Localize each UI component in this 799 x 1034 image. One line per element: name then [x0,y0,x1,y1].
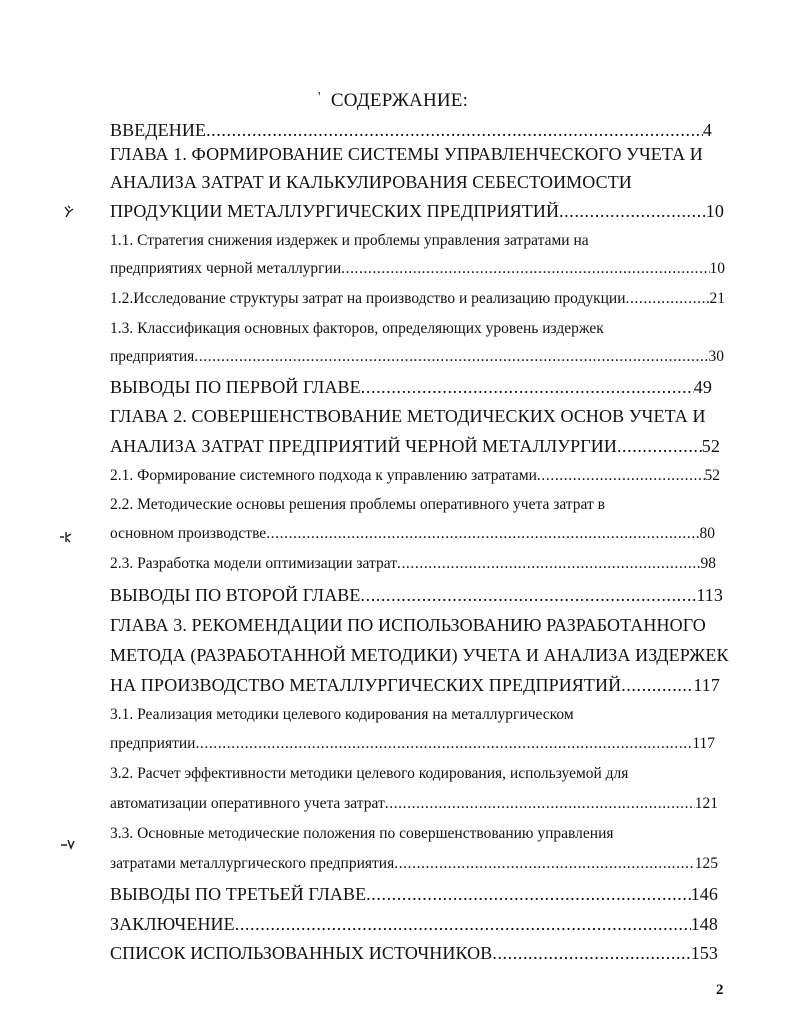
leader-dots [266,525,699,543]
toc-entry-title: автоматизации оперативного учета затрат [110,795,385,812]
toc-chapter-title: ГЛАВА 1. ФОРМИРОВАНИЕ СИСТЕМЫ УПРАВЛЕНЧЕСКОГО УЧЕТА И [110,144,703,164]
leader-dots [206,120,703,141]
toc-entry[interactable] [110,555,716,573]
toc-entry-title: предприятиях черной металлургии [110,260,342,277]
toc-entry-title: ЗАКЛЮЧЕНИЕ [110,914,235,934]
toc-entry-title: СПИСОК ИСПОЛЬЗОВАННЫХ ИСТОЧНИКОВ [110,943,493,963]
leader-dots [537,467,705,485]
leader-dots [195,735,692,753]
toc-section-title: 2.2. Методические основы решения проблемы оперативного учета затрат в [110,496,605,513]
toc-entry[interactable] [110,201,724,222]
scan-mark-icon [58,529,74,549]
toc-entry-title: 1.2.Исследование структуры затрат на производство и реализацию продукции [110,290,626,307]
toc-entry-title: ПРОДУКЦИИ МЕТАЛЛУРГИЧЕСКИХ ПРЕДПРИЯТИЙ [110,201,560,221]
leader-dots [626,290,710,308]
toc-entry-title: затратами металлургического предприятия [110,855,395,872]
toc-entry-page: 4 [702,120,712,140]
toc-entry[interactable] [110,377,712,398]
toc-entry-page: 117 [693,675,720,695]
toc-entry[interactable] [110,120,712,141]
toc-chapter-title: ГЛАВА 2. СОВЕРШЕНСТВОВАНИЕ МЕТОДИЧЕСКИХ ОСНОВ УЧЕТА И [110,406,706,426]
leader-dots [361,585,697,606]
toc-entry-page: 52 [701,436,720,456]
toc-entry-page: 10 [709,260,725,277]
toc-entry-page: 125 [694,855,718,872]
scan-mark-icon [62,204,76,224]
toc-entry-title: ВЫВОДЫ ПО ВТОРОЙ ГЛАВЕ [110,585,361,605]
toc-entry-title: ВЫВОДЫ ПО ТРЕТЬЕЙ ГЛАВЕ [110,884,367,904]
toc-entry-page: 153 [690,943,718,963]
toc-entry-title: АНАЛИЗА ЗАТРАТ ПРЕДПРИЯТИЙ ЧЕРНОЙ МЕТАЛЛУРГИИ [110,436,617,456]
toc-section-title: 1.1. Стратегия снижения издержек и проблемы управления затратами на [110,232,589,249]
toc-entry[interactable] [110,855,718,873]
toc-section-title: 1.3. Классификация основных факторов, определяющих уровень издержек [110,320,604,337]
toc-entry[interactable] [110,675,720,696]
page-title-text: СОДЕРЖАНИЕ: [330,90,469,111]
toc-entry[interactable] [110,943,718,964]
toc-chapter-title: ГЛАВА 3. РЕКОМЕНДАЦИИ ПО ИСПОЛЬЗОВАНИЮ РАЗРАБОТАННОГО [110,615,706,635]
toc-section-title: 3.3. Основные методические положения по совершенствованию управления [110,825,614,842]
leader-dots [559,201,706,222]
toc-entry-title: НА ПРОИЗВОДСТВО МЕТАЛЛУРГИЧЕСКИХ ПРЕДПРИЯТИЙ [110,675,622,695]
toc-entry[interactable] [110,436,720,457]
toc-entry-page: 113 [696,585,723,605]
toc-entry[interactable] [110,525,715,543]
toc-entry[interactable] [110,290,725,308]
toc-entry-title: ВЫВОДЫ ПО ПЕРВОЙ ГЛАВЕ [110,377,361,397]
leader-dots [361,377,694,398]
toc-entry-page: 49 [693,377,712,397]
toc-entry[interactable] [110,585,723,606]
page-number: 2 [716,982,724,998]
leader-dots [194,348,708,366]
toc-entry-page: 80 [699,525,715,542]
toc-entry[interactable] [110,795,718,813]
toc-entry-title: ВВЕДЕНИЕ [110,120,207,140]
toc-entry-page: 52 [704,467,720,484]
leader-dots [397,555,701,573]
leader-dots [235,914,691,935]
leader-dots [621,675,693,696]
toc-entry-title: основном производстве [110,525,267,542]
toc-entry-title: 2.3. Разработка модели оптимизации затрат [110,555,397,572]
toc-section-title: 3.1. Реализация методики целевого кодирования на металлургическом [110,706,574,723]
toc-entry-page: 98 [700,555,716,572]
toc-entry-page: 10 [705,201,724,221]
leader-dots [394,855,695,873]
heading-tick-mark: ' [318,90,321,105]
leader-dots [341,260,709,278]
toc-entry[interactable] [110,914,718,935]
toc-entry[interactable] [110,467,720,485]
leader-dots [617,436,702,457]
page-title [0,90,799,112]
toc-entry-page: 146 [690,884,718,904]
toc-entry-page: 121 [694,795,718,812]
leader-dots [366,884,691,905]
toc-entry[interactable] [110,884,718,905]
toc-entry-page: 148 [690,914,718,934]
toc-entry[interactable] [110,348,724,366]
toc-entry-title: предприятии [110,735,196,752]
toc-section-title: 3.2. Расчет эффективности методики целевого кодирования, используемой для [110,765,629,782]
toc-chapter-title: АНАЛИЗА ЗАТРАТ И КАЛЬКУЛИРОВАНИЯ СЕБЕСТОИМОСТИ [110,172,632,192]
toc-entry-title: 2.1. Формирование системного подхода к управлению затратами [110,467,537,484]
toc-entry-page: 30 [708,348,724,365]
toc-entry-page: 117 [692,735,715,752]
scan-mark-icon [60,837,76,855]
leader-dots [385,795,695,813]
toc-entry[interactable] [110,260,725,278]
toc-entry-title: предприятия [110,348,195,365]
toc-entry-page: 21 [709,290,725,307]
leader-dots [492,943,690,964]
toc-chapter-title: МЕТОДА (РАЗРАБОТАННОЙ МЕТОДИКИ) УЧЕТА И АНАЛИЗА ИЗДЕРЖЕК [110,645,729,665]
toc-entry[interactable] [110,735,715,753]
